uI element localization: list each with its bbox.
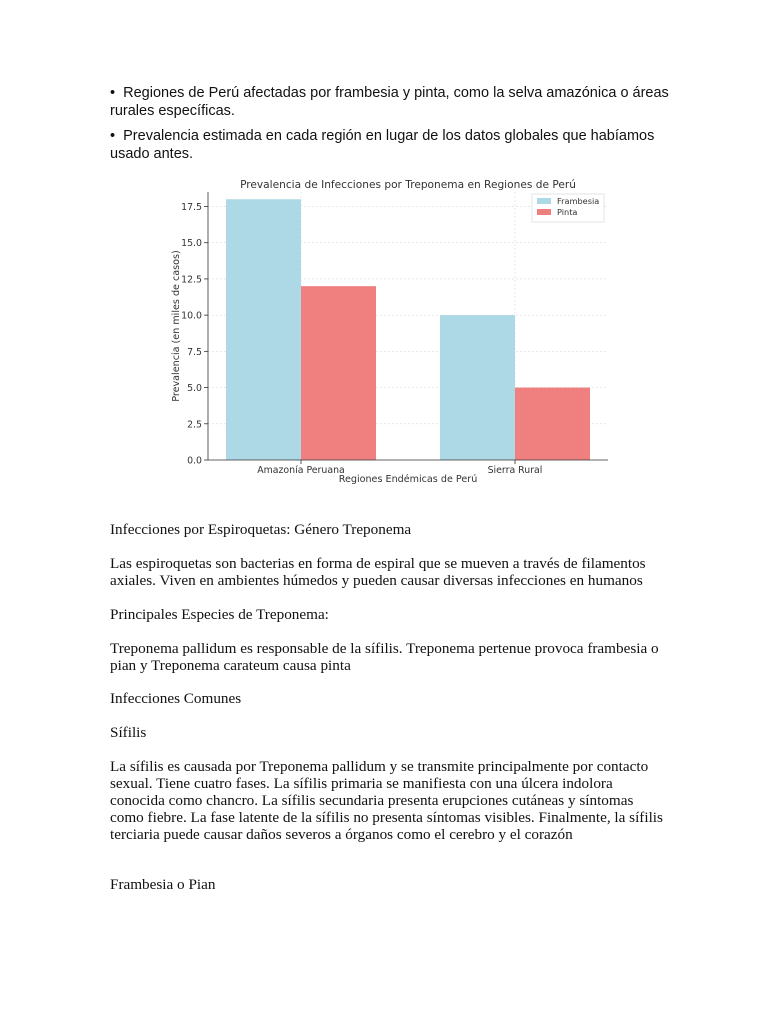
bar-frambesia-0 xyxy=(226,199,301,460)
y-tick-label: 2.5 xyxy=(187,419,202,431)
y-tick-label: 15.0 xyxy=(181,238,202,250)
bar-frambesia-1 xyxy=(440,315,515,460)
legend-swatch-frambesia xyxy=(537,198,551,204)
paragraph: Treponema pallidum es responsable de la sífilis. Treponema pertenue provoca frambesia o pian y Treponema carateum causa pinta xyxy=(110,640,659,674)
section-heading: Principales Especies de Treponema: xyxy=(110,606,329,623)
chart-title: Prevalencia de Infecciones por Treponema en Regiones de Perú xyxy=(240,179,576,191)
x-axis-label: Regiones Endémicas de Perú xyxy=(338,474,478,485)
section-heading: Infecciones Comunes xyxy=(110,690,242,707)
legend-label-pinta: Pinta xyxy=(557,207,578,217)
section-heading: Frambesia o Pian xyxy=(110,876,216,893)
y-tick-label: 10.0 xyxy=(181,310,202,322)
chart-legend xyxy=(532,194,604,222)
bullet-item xyxy=(110,128,670,163)
paragraph: Las espiroquetas son bacterias en forma de espiral que se mueven a través de filamentos axiales. Viven en ambientes húmedos y pueden causar diversas infecciones en humanos xyxy=(110,555,646,589)
bullet-marker: • xyxy=(110,128,116,144)
x-tick-label: Sierra Rural xyxy=(487,465,543,476)
y-tick-label: 17.5 xyxy=(181,201,202,213)
legend-label-frambesia: Frambesia xyxy=(557,196,600,206)
bar-pinta-0 xyxy=(301,286,376,460)
y-tick-label: 12.5 xyxy=(181,274,202,286)
bullet-text: Regiones de Perú afectadas por frambesia y pinta, como la selva amazónica o áreas rurales específicas. xyxy=(110,85,669,119)
paragraph: La sífilis es causada por Treponema pallidum y se transmite principalmente por contacto sexual. Tiene cuatro fases. La sífilis primaria se manifiesta con una úlcera indolora conocida como chancro. La sífilis secundaria presenta erupciones cutáneas y síntomas como fiebre. La fase latente de la sífilis no presenta síntomas visibles. Finalmente, la sífilis terciaria puede causar daños severos a órganos como el cerebro y el corazón xyxy=(110,758,663,843)
prevalence-bar-chart xyxy=(165,170,625,492)
section-heading: Infecciones por Espiroquetas: Género Treponema xyxy=(110,521,412,538)
y-tick-label: 0.0 xyxy=(187,455,202,467)
x-tick-label: Amazonía Peruana xyxy=(257,465,345,476)
section-heading: Sífilis xyxy=(110,724,147,741)
bar-pinta-1 xyxy=(515,388,590,460)
y-tick-label: 7.5 xyxy=(187,346,202,358)
y-tick-label: 5.0 xyxy=(187,383,202,395)
y-axis-label: Prevalencia (en miles de casos) xyxy=(171,250,182,402)
bullet-item xyxy=(110,85,670,120)
legend-swatch-pinta xyxy=(537,209,551,215)
bullet-marker: • xyxy=(110,85,116,101)
bullet-text: Prevalencia estimada en cada región en lugar de los datos globales que habíamos usado antes. xyxy=(110,128,655,162)
